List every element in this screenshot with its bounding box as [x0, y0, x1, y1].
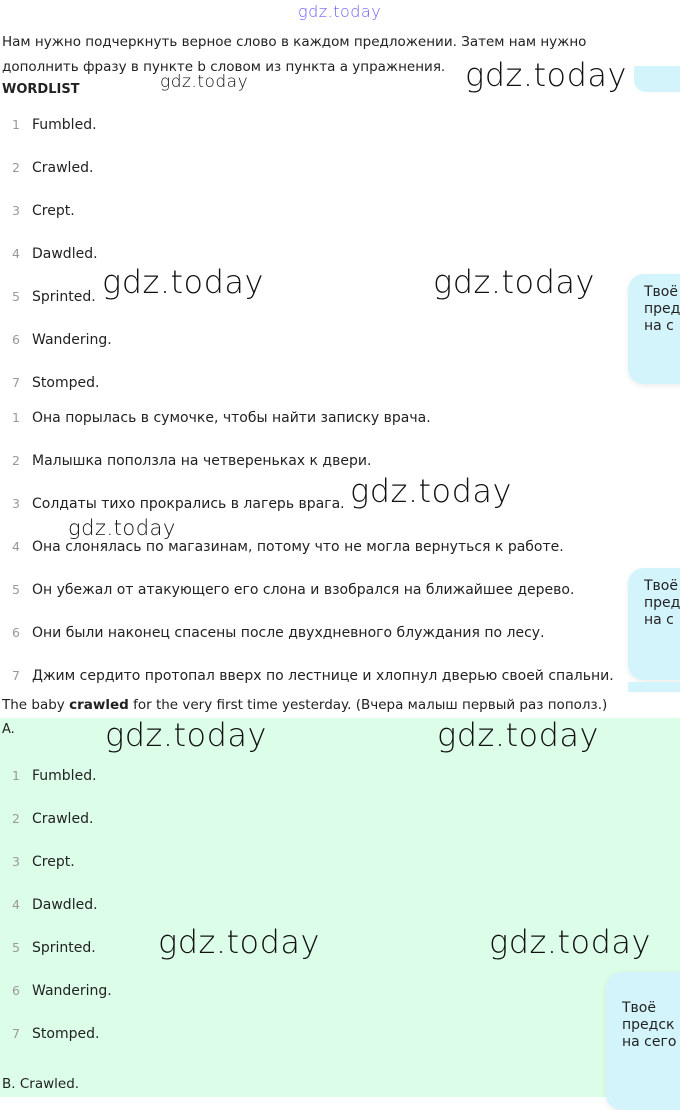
watermark: gdz.today — [433, 263, 595, 301]
item-text: Fumbled. — [32, 768, 97, 784]
item-text: Stomped. — [32, 1026, 100, 1042]
item-text: Crept. — [32, 854, 75, 870]
item-number: 7 — [12, 668, 20, 683]
item-number: 4 — [12, 897, 20, 912]
item-number: 2 — [12, 160, 20, 175]
item-text: Crawled. — [32, 811, 94, 827]
item-text: Wandering. — [32, 332, 112, 348]
item-number: 6 — [12, 983, 20, 998]
item-text: Dawdled. — [32, 246, 98, 262]
list-item — [12, 246, 98, 266]
list-item — [12, 203, 75, 223]
watermark: gdz.today — [68, 516, 176, 540]
list-item — [12, 668, 614, 688]
list-item — [12, 496, 345, 516]
item-text: Они были наконец спасены после двухдневного блуждания по лесу. — [32, 625, 545, 641]
wordlist-heading: WORDLIST — [2, 82, 80, 97]
instruction-text: Нам нужно подчеркнуть верное слово в каждом предложении. Затем нам нужно дополнить фразу в пункте b словом из пункта а упражнения. — [2, 34, 587, 75]
item-number: 7 — [12, 375, 20, 390]
sentence-part: for the very first time yesterday. (Вчера малыш первый раз пополз.) — [128, 697, 608, 713]
item-text: Stomped. — [32, 375, 100, 391]
chat-bubble[interactable]: Твоё предск на сего — [606, 972, 680, 1110]
watermark: gdz.today — [465, 56, 627, 94]
item-text: Солдаты тихо прокрались в лагерь врага. — [32, 496, 345, 512]
item-text: Fumbled. — [32, 117, 97, 133]
list-item — [12, 854, 75, 874]
item-text: Джим сердито протопал вверх по лестнице и хлопнул дверью своей спальни. — [32, 668, 614, 684]
highlighted-word: crawled — [69, 697, 129, 713]
item-number: 1 — [12, 410, 20, 425]
list-item — [12, 1026, 99, 1046]
item-text: Wandering. — [32, 983, 112, 999]
answer-block — [0, 718, 680, 1097]
watermark: gdz.today — [437, 716, 599, 754]
item-number: 3 — [12, 203, 20, 218]
watermark: gdz.today — [102, 263, 264, 301]
watermark: gdz.today — [489, 923, 651, 961]
item-number: 6 — [12, 625, 20, 640]
item-text: Sprinted. — [32, 940, 96, 956]
list-item — [12, 453, 371, 473]
list-item — [12, 983, 112, 1003]
item-number: 2 — [12, 453, 20, 468]
item-text: Dawdled. — [32, 897, 98, 913]
list-item — [12, 332, 112, 352]
item-number: 1 — [12, 768, 20, 783]
item-number: 3 — [12, 496, 20, 511]
list-item — [12, 160, 93, 180]
item-text: Crawled. — [32, 160, 94, 176]
item-number: 1 — [12, 117, 20, 132]
list-item — [12, 625, 545, 645]
item-text: Она слонялась по магазинам, потому что не могла вернуться к работе. — [32, 539, 564, 555]
watermark: gdz.today — [105, 716, 267, 754]
watermark: gdz.today — [158, 923, 320, 961]
item-text: Он убежал от атакующего его слона и взобрался на ближайшее дерево. — [32, 582, 575, 598]
list-item — [12, 410, 431, 430]
chat-bubble-edge[interactable] — [634, 66, 680, 92]
item-number: 2 — [12, 811, 20, 826]
example-sentence — [2, 697, 607, 713]
item-number: 4 — [12, 246, 20, 261]
item-number: 6 — [12, 332, 20, 347]
item-number: 7 — [12, 1026, 20, 1041]
watermark: gdz.today — [350, 472, 512, 510]
item-number: 5 — [12, 940, 20, 955]
chat-bubble[interactable]: Твоё пред на с — [628, 274, 680, 384]
chat-bubble[interactable]: Твоё пред на с — [628, 568, 680, 680]
list-item — [12, 289, 96, 309]
sentence-part: The baby — [2, 697, 70, 713]
item-text: Crept. — [32, 203, 75, 219]
section-b-answer: B. Crawled. — [2, 1076, 80, 1092]
watermark: gdz.today — [160, 72, 249, 92]
item-text: Она порылась в сумочке, чтобы найти записку врача. — [32, 410, 431, 426]
list-item — [12, 117, 97, 137]
watermark-top: gdz.today — [298, 2, 382, 21]
list-item — [12, 811, 93, 831]
item-number: 5 — [12, 582, 20, 597]
list-item — [12, 539, 564, 559]
item-text: Sprinted. — [32, 289, 96, 305]
list-item — [12, 375, 99, 395]
list-item — [12, 582, 574, 602]
item-number: 5 — [12, 289, 20, 304]
section-a-label: A. — [2, 722, 15, 737]
chat-bubble-edge[interactable] — [628, 682, 680, 692]
item-text: Малышка поползла на четвереньках к двери. — [32, 453, 372, 469]
list-item — [12, 940, 96, 960]
item-number: 4 — [12, 539, 20, 554]
list-item — [12, 768, 97, 788]
item-number: 3 — [12, 854, 20, 869]
list-item — [12, 897, 98, 917]
